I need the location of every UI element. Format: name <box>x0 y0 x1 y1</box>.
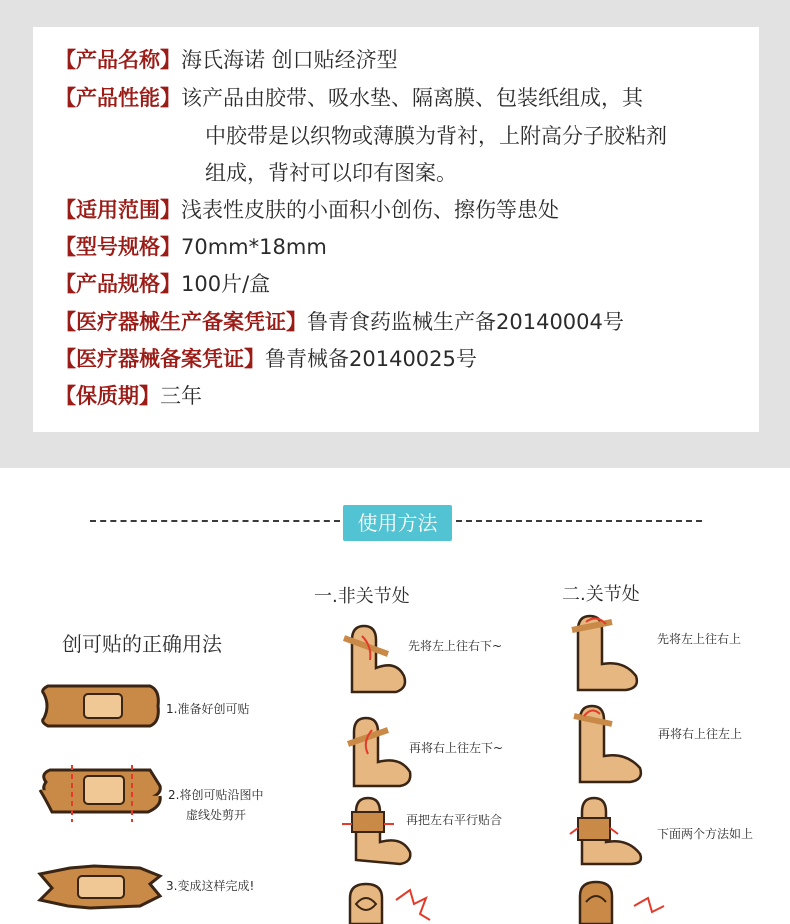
spec-label: 【产品性能】 <box>55 86 181 110</box>
spec-label: 【适用范围】 <box>55 198 181 222</box>
spec-row-production-cert <box>55 309 624 335</box>
col1-step-3: 再把左右平行贴合 <box>406 813 503 827</box>
finger-step-2-icon <box>348 718 410 786</box>
bandage-cut-icon <box>40 765 160 822</box>
left-step-1: 1.准备好创可贴 <box>166 702 250 716</box>
spec-value: 组成，背衬可以印有图案。 <box>205 161 457 185</box>
col1-step-2: 再将右上往左下~ <box>409 741 504 755</box>
left-step-2b: 虚线处剪开 <box>186 808 247 822</box>
col1-title: 一.非关节处 <box>314 586 410 607</box>
spec-value: 该产品由胶带、吸水垫、隔离膜、包装纸组成，其 <box>181 86 643 110</box>
spec-value: 三年 <box>160 384 202 408</box>
spec-row-performance-cont <box>205 123 667 149</box>
spec-label: 【产品规格】 <box>55 272 181 296</box>
usage-illustrations <box>0 560 790 924</box>
section-divider-left <box>90 520 340 522</box>
bandage-whole-icon <box>43 686 159 726</box>
left-step-3: 3.变成这样完成! <box>166 879 255 893</box>
joint-finger-step-1-icon <box>572 616 637 690</box>
joint-finger-step-3-icon <box>570 798 641 864</box>
finger-step-3-icon <box>342 798 410 864</box>
spec-label: 【医疗器械生产备案凭证】 <box>55 310 307 334</box>
col2-step-1: 先将左上往右上 <box>657 632 742 646</box>
bandage-done-icon <box>40 866 160 908</box>
section-divider-right <box>456 520 702 522</box>
col2-title: 二.关节处 <box>562 584 640 605</box>
spec-row-performance <box>55 85 643 111</box>
joint-finger-step-4-icon <box>580 882 664 924</box>
finger-step-1-icon <box>344 626 405 692</box>
finger-step-4-icon <box>350 884 430 924</box>
spec-row-package <box>55 271 270 297</box>
spec-label: 【保质期】 <box>55 384 160 408</box>
col2-step-2: 再将右上往左上 <box>658 727 743 741</box>
spec-value: 鲁青械备20140025号 <box>265 347 477 371</box>
col2-step-3: 下面两个方法如上 <box>657 827 754 841</box>
spec-value: 100片/盒 <box>181 272 271 296</box>
spec-row-performance-cont <box>205 160 457 186</box>
spec-row-name <box>55 47 398 73</box>
spec-value: 浅表性皮肤的小面积小创伤、擦伤等患处 <box>181 198 559 222</box>
joint-finger-step-2-icon <box>574 706 641 782</box>
spec-row-model <box>55 234 327 260</box>
left-step-2: 2.将创可贴沿图中 <box>168 788 264 802</box>
spec-row-filing-cert <box>55 346 477 372</box>
left-title: 创可贴的正确用法 <box>62 632 222 656</box>
spec-card <box>33 27 759 432</box>
spec-row-shelf-life <box>55 383 202 409</box>
spec-row-scope <box>55 197 559 223</box>
col1-step-1: 先将左上往右下~ <box>408 639 503 653</box>
usage-badge: 使用方法 <box>343 505 452 541</box>
spec-label: 【型号规格】 <box>55 235 181 259</box>
spec-label: 【产品名称】 <box>55 48 181 72</box>
spec-value: 海氏海诺 创口贴经济型 <box>181 48 398 72</box>
spec-label: 【医疗器械备案凭证】 <box>55 347 265 371</box>
spec-value: 中胶带是以织物或薄膜为背衬，上附高分子胶粘剂 <box>205 124 667 148</box>
spec-value: 鲁青食药监械生产备20140004号 <box>307 310 624 334</box>
spec-value: 70mm*18mm <box>181 235 327 259</box>
